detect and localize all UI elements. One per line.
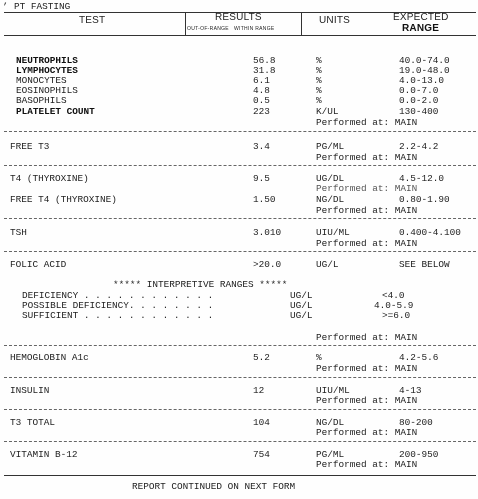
performed-at: Performed at: MAIN [316,332,418,343]
section-divider [4,251,476,252]
expected-range: 80-200 [399,417,433,428]
header-test: TEST [79,15,106,26]
result-value: >20.0 [253,259,282,270]
result-value: 104 [253,417,270,428]
result-value: 223 [253,106,270,117]
header-range: RANGE [402,23,440,34]
interpretive-label: SUFFICIENT . . . . . . . . . . . . [22,310,214,321]
test-name: FREE T3 [10,141,50,152]
interpretive-range: <4.0 [382,290,405,301]
expected-range: 4.2-5.6 [399,352,439,363]
header-bottom-rule [4,35,476,36]
result-value: 3.4 [253,141,270,152]
expected-range: 4.5-12.0 [399,173,445,184]
section-divider [4,218,476,219]
result-value: 1.50 [253,194,276,205]
test-name: TSH [10,227,27,238]
units: NG/DL [316,194,345,205]
interpretive-label: DEFICIENCY . . . . . . . . . . . . [22,290,214,301]
performed-at: Performed at: MAIN [316,427,418,438]
expected-range: 4-13 [399,385,422,396]
section-divider [4,377,476,378]
units: % [316,65,322,76]
test-name: FOLIC ACID [10,259,67,270]
test-name: FREE T4 (THYROXINE) [10,194,117,205]
performed-at: Performed at: MAIN [316,152,418,163]
expected-range: 19.0-48.0 [399,65,450,76]
expected-range: 4.0-13.0 [399,75,445,86]
header-results: RESULTS [215,12,262,23]
test-name: MONOCYTES [16,75,67,86]
test-name: NEUTROPHILS [16,55,78,66]
expected-range: 130-400 [399,106,439,117]
units: % [316,95,322,106]
interpretive-range: >=6.0 [382,310,411,321]
units: PG/ML [316,141,345,152]
expected-range: 0.80-1.90 [399,194,450,205]
units: K/UL [316,106,339,117]
units: PG/ML [316,449,345,460]
result-value: 0.5 [253,95,270,106]
header-divider-right [301,12,302,35]
result-value: 56.8 [253,55,276,66]
interpretive-units: UG/L [290,290,313,301]
performed-at: Performed at: MAIN [316,395,418,406]
expected-range: 200-950 [399,449,439,460]
performed-at: Performed at: MAIN [316,238,418,249]
test-name: BASOPHILS [16,95,67,106]
units: % [316,55,322,66]
units: UG/L [316,259,339,270]
performed-at: Performed at: MAIN [316,363,418,374]
expected-range: 0.400-4.100 [399,227,461,238]
test-name: LYMPHOCYTES [16,65,78,76]
result-value: 3.010 [253,227,282,238]
test-name: T4 (THYROXINE) [10,173,89,184]
performed-at: Performed at: MAIN [316,205,418,216]
units: NG/DL [316,417,345,428]
footer-note: REPORT CONTINUED ON NEXT FORM [132,481,296,492]
interpretive-title: ***** INTERPRETIVE RANGES ***** [113,279,288,290]
result-value: 31.8 [253,65,276,76]
test-name: VITAMIN B-12 [10,449,78,460]
header-expected: EXPECTED [393,12,449,23]
performed-at: Performed at: MAIN [316,117,418,128]
result-value: 4.8 [253,85,270,96]
expected-range: 40.0-74.0 [399,55,450,66]
test-name: EOSINOPHILS [16,85,78,96]
expected-range: 2.2-4.2 [399,141,439,152]
result-value: 6.1 [253,75,270,86]
interpretive-units: UG/L [290,310,313,321]
expected-range: 0.0-7.0 [399,85,439,96]
units: % [316,85,322,96]
section-divider [4,165,476,166]
performed-at: Performed at: MAIN [316,183,418,194]
interpretive-range: 4.0-5.9 [374,300,414,311]
header-units: UNITS [319,15,350,26]
interpretive-units: UG/L [290,300,313,311]
expected-range: 0.0-2.0 [399,95,439,106]
units: UIU/ML [316,385,350,396]
performed-at: Performed at: MAIN [316,459,418,470]
result-value: 12 [253,385,265,396]
test-name: HEMOGLOBIN A1c [10,352,89,363]
footer-rule [4,475,476,476]
header-tick: , [3,0,9,7]
units: % [316,352,322,363]
units: UIU/ML [316,227,350,238]
result-value: 5.2 [253,352,270,363]
section-divider [4,441,476,442]
expected-range: SEE BELOW [399,259,450,270]
test-name: PLATELET COUNT [16,106,95,117]
top-note: PT FASTING [14,1,71,12]
section-divider [4,131,476,132]
interpretive-label: POSSIBLE DEFICIENCY. . . . . . . . [22,300,214,311]
section-divider [4,409,476,410]
result-value: 754 [253,449,270,460]
header-divider-left [185,12,186,35]
test-name: INSULIN [10,385,50,396]
units: % [316,75,322,86]
test-name: T3 TOTAL [10,417,56,428]
result-value: 9.5 [253,173,270,184]
units: UG/DL [316,173,345,184]
section-divider [4,345,476,346]
header-results-sub: OUT-OF-RANGE WITHIN RANGE [187,26,275,32]
